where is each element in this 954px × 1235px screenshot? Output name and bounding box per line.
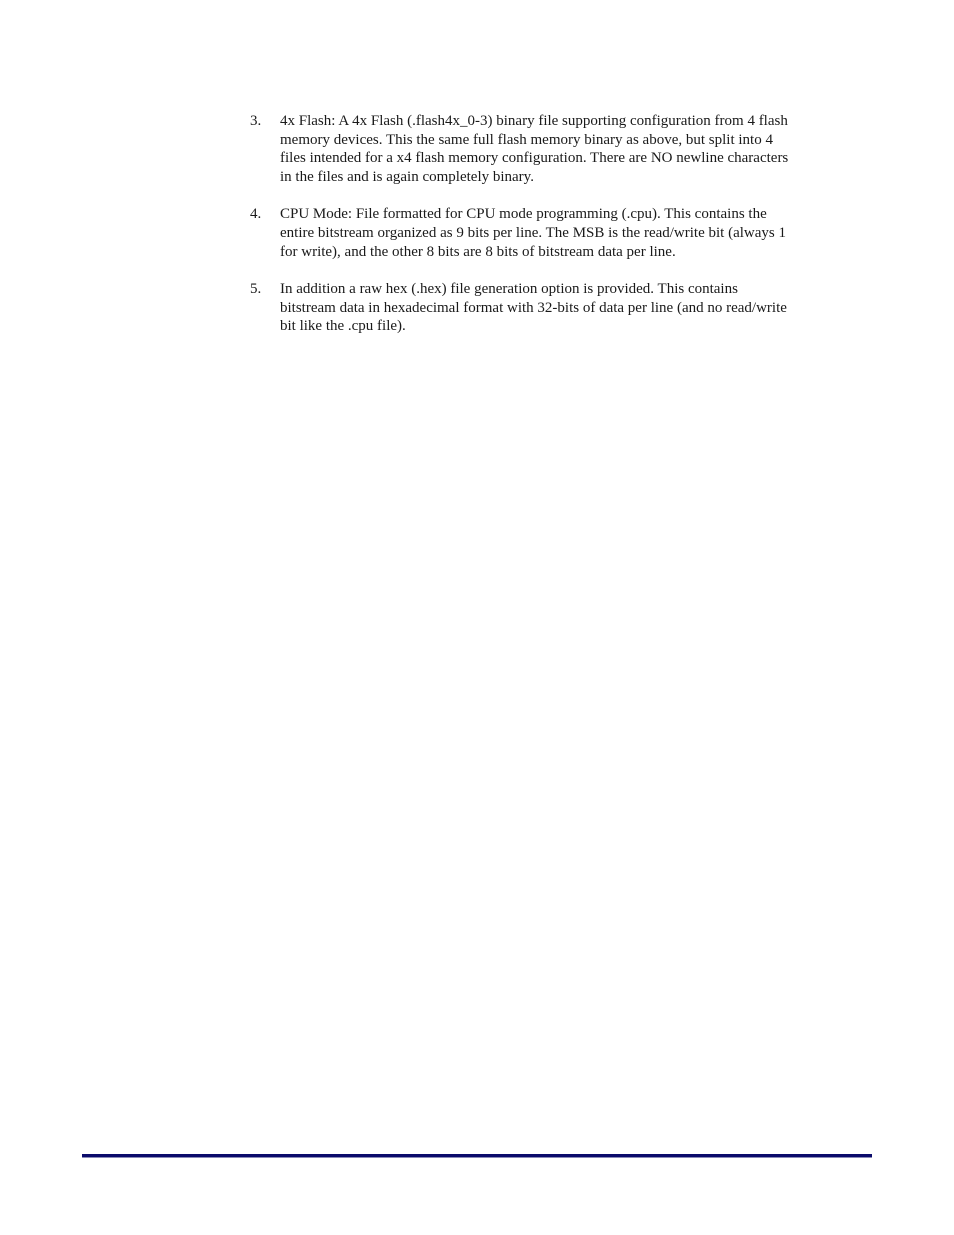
list-item [250, 280, 872, 336]
list-item-text: CPU Mode: File formatted for CPU mode programming (.cpu). This contains the entire bitstream organized as 9 bits per line. The MSB is the read/write bit (always 1 for write), and the other 8 bits are 8 bits of bitstream data per line. [280, 206, 786, 260]
list-item [250, 205, 872, 261]
numbered-list [250, 112, 872, 355]
list-item [250, 112, 872, 187]
list-item-number: 4. [250, 206, 262, 223]
list-item-text: 4x Flash: A 4x Flash (.flash4x_0-3) binary file supporting configuration from 4 flash memory devices. This the same full flash memory binary as above, but split into 4 files intended for a x4 flash memory configuration. There are NO newline characters in the files and is again completely binary. [280, 113, 789, 186]
list-item-number: 3. [250, 113, 262, 129]
footer-divider-shadow [82, 1157, 872, 1158]
list-item-number: 5. [250, 280, 262, 297]
list-item-text: In addition a raw hex (.hex) file generation option is provided. This contains bitstream data in hexadecimal format with 32-bits of data per line (and no read/write bit like the .cpu file). [280, 280, 787, 335]
